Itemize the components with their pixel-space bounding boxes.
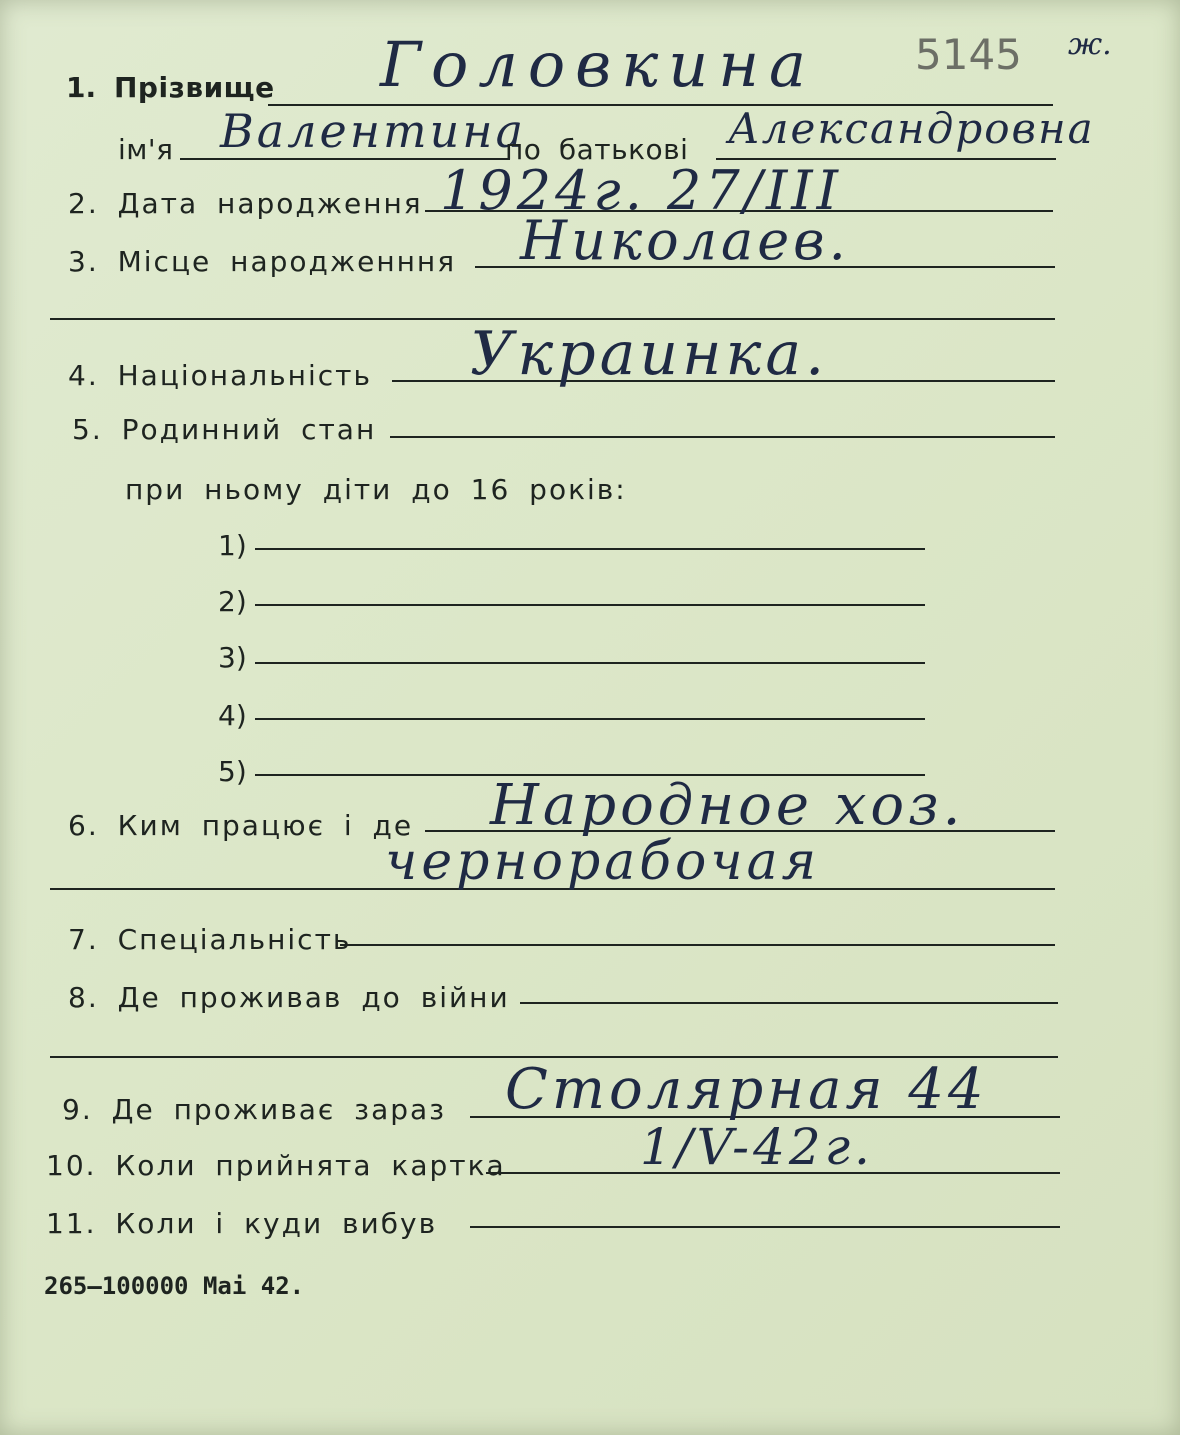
- patronymic-value: Александровна: [728, 104, 1095, 153]
- current-residence-label: 9. Де проживає зараз: [62, 1093, 447, 1126]
- work-value-2: чернорабочая: [385, 832, 821, 892]
- birth-place-label: 3. Місце народженння: [68, 245, 457, 278]
- printer-mark: 265—100000 Mai 42.: [44, 1272, 305, 1300]
- patronymic-label: по батькові: [505, 133, 689, 166]
- prewar-residence-line: [520, 1002, 1058, 1004]
- child-3-label: 3): [218, 641, 247, 674]
- first-name-value: Валентина: [220, 104, 527, 158]
- card-accepted-label: 10. Коли прийнята картка: [46, 1149, 506, 1182]
- nationality-value: Украинка.: [470, 319, 829, 389]
- surname-label: Прізвище: [114, 71, 275, 104]
- child-2-label: 2): [218, 585, 247, 618]
- departure-label: 11. Коли і куди вибув: [46, 1207, 438, 1240]
- birth-date-label: 2. Дата народження: [68, 187, 423, 220]
- card-accepted-value: 1/V-42г.: [640, 1118, 874, 1176]
- specialty-line: [340, 944, 1055, 946]
- card-number-suffix: ж.: [1068, 27, 1112, 62]
- work-value: Народное хоз.: [490, 773, 965, 838]
- child-5-label: 5): [218, 755, 247, 788]
- current-residence-value: Столярная 44: [505, 1057, 988, 1122]
- field-1-number: 1.: [66, 71, 97, 104]
- child-2-line: [255, 604, 925, 606]
- marital-status-label: 5. Родинний стан: [72, 413, 377, 446]
- specialty-label: 7. Спеціальність: [68, 923, 352, 956]
- surname-value: Головкина: [380, 28, 817, 101]
- child-1-line: [255, 548, 925, 550]
- departure-line: [470, 1226, 1060, 1228]
- birth-place-value: Николаев.: [520, 209, 850, 272]
- birth-date-value: 1924г. 27/III: [440, 159, 842, 222]
- work-label: 6. Ким працює і де: [68, 809, 414, 842]
- prewar-residence-label: 8. Де проживав до війни: [68, 981, 510, 1014]
- child-4-line: [255, 718, 925, 720]
- child-4-label: 4): [218, 699, 247, 732]
- marital-status-line: [390, 436, 1055, 438]
- child-1-label: 1): [218, 529, 247, 562]
- card-number-pencil: 5145: [915, 30, 1022, 79]
- nationality-label: 4. Національність: [68, 359, 372, 392]
- child-3-line: [255, 662, 925, 664]
- children-label: при ньому діти до 16 років:: [125, 473, 627, 506]
- first-name-label: ім'я: [118, 133, 174, 166]
